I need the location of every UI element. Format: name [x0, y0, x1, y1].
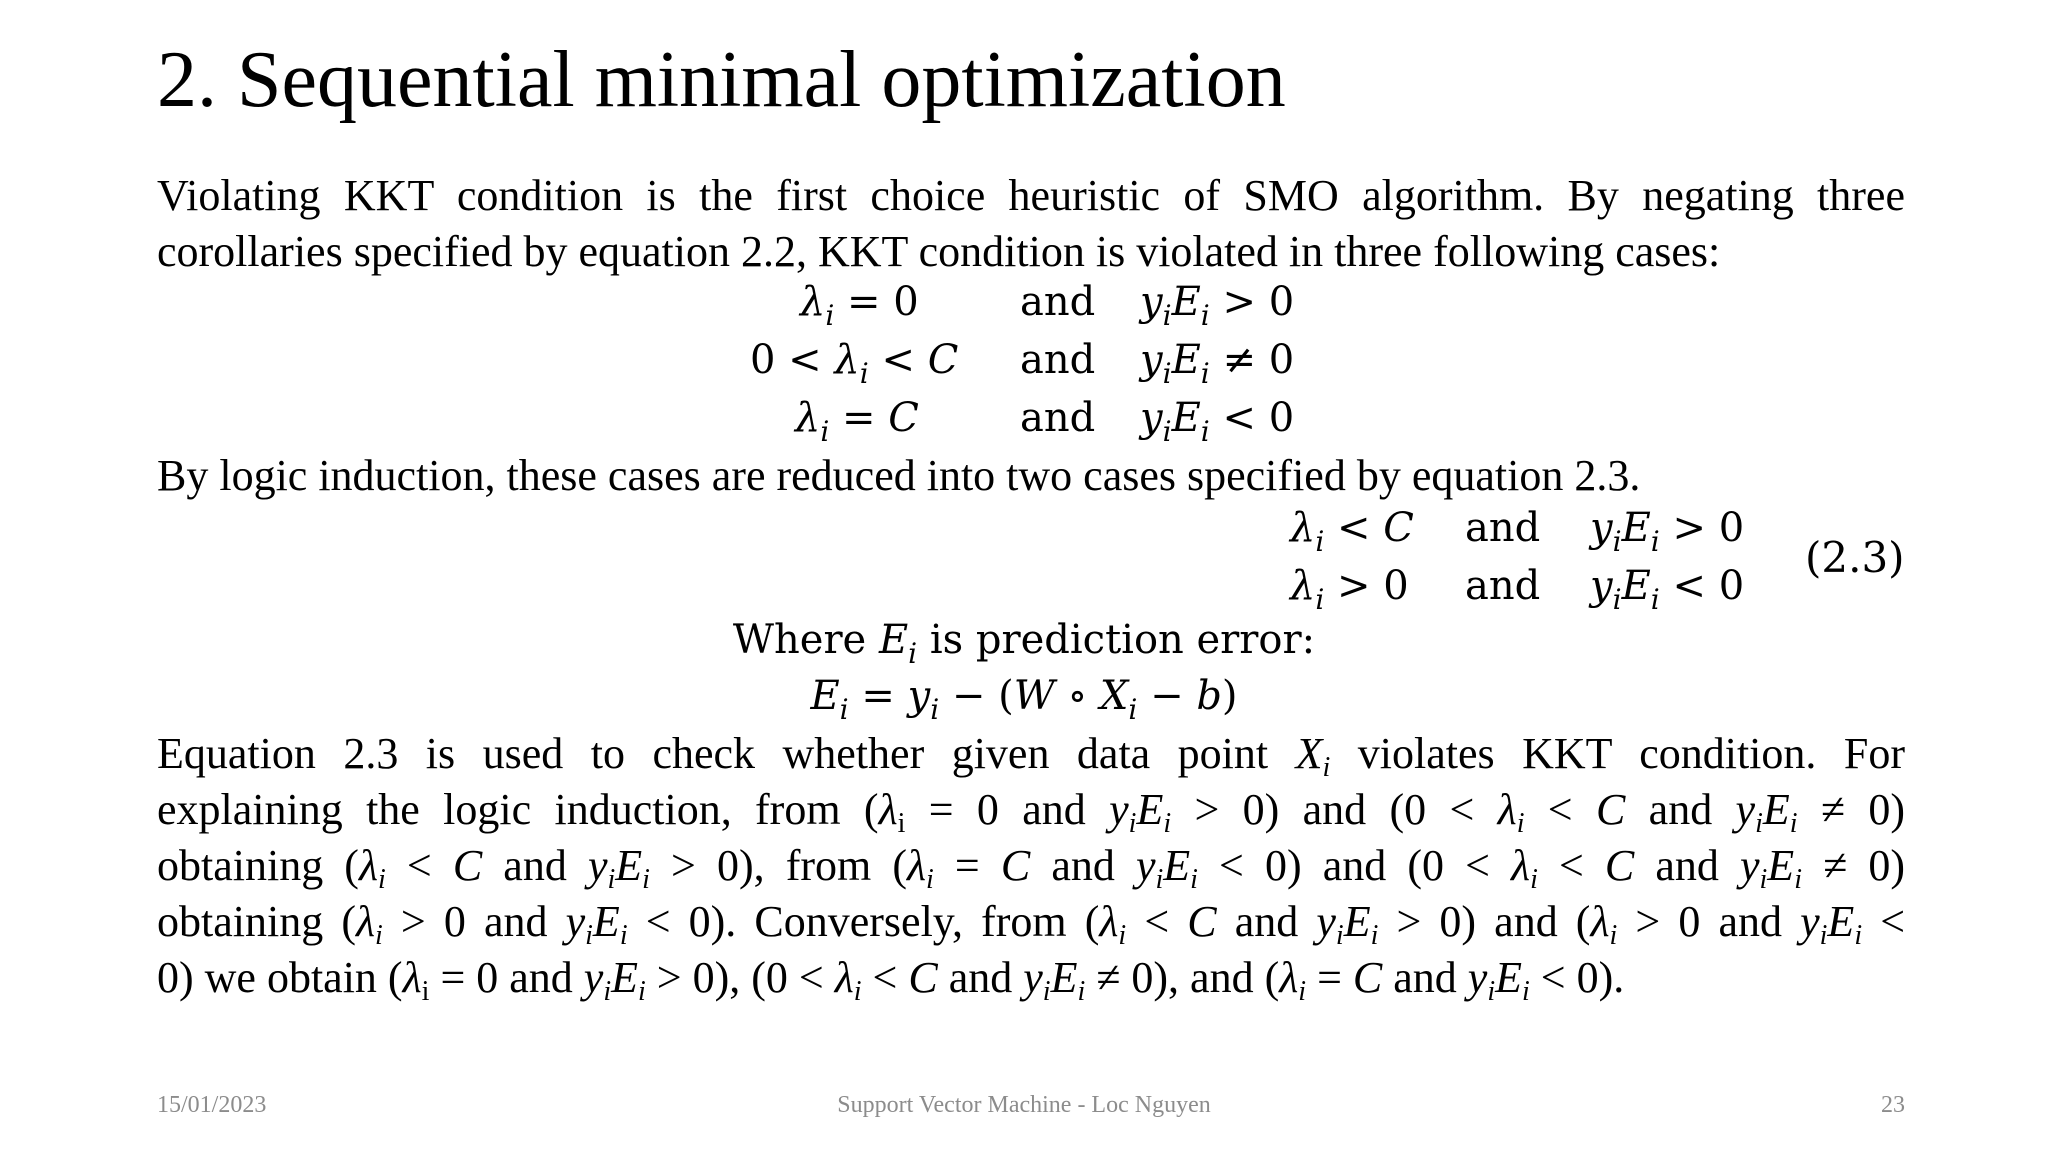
footer-date: 15/01/2023 — [157, 1092, 267, 1118]
where-prefix: Where — [732, 617, 867, 663]
paragraph-2: By logic induction, these cases are reduced into two cases specified by equation 2.3. — [157, 451, 1641, 500]
case-2-left: $0 < \lambda_i < C$ — [750, 337, 959, 390]
case-3-and: and — [1020, 395, 1096, 441]
equation-number: (2.3) — [1805, 533, 1905, 582]
case-1-right: $y_iE_i > 0$ — [1140, 279, 1295, 332]
paragraph-1-line-1: Violating KKT condition is the first choice heuristic of SMO algorithm. By negating three — [157, 171, 1905, 220]
reduced-case-1-left: $\lambda_i < C$ — [1290, 505, 1414, 558]
paragraph-3-line-5: 0) we obtain (λi = 0 and $y_iE_i > 0$), ($0 < \lambda_i < C$ and $y_iE_i \ne 0$), and ($\lambda_i = C$ and $y_iE_i < 0$). — [157, 953, 1625, 1007]
paragraph-3-line-3: obtaining ($\lambda_i < C$ and $y_iE_i > 0$), from ($\lambda_i = C$ and $y_iE_i < 0$) and ($0 < \lambda_i < C$ and $y_iE_i \ne 0$) — [157, 841, 1905, 895]
reduced-case-1-and: and — [1465, 505, 1541, 551]
reduced-case-2-and: and — [1465, 563, 1541, 609]
case-3-right: $y_iE_i < 0$ — [1140, 395, 1295, 448]
reduced-case-1-right: $y_iE_i > 0$ — [1590, 505, 1745, 558]
error-equation: $E_i = y_i - (W$ ∘ $X_i - b$) — [810, 673, 1238, 726]
reduced-case-2-right: $y_iE_i < 0$ — [1590, 563, 1745, 616]
paragraph-3-line-4: obtaining ($\lambda_i > 0$ and $y_iE_i < 0$). Conversely, from ($\lambda_i < C$ and $y_iE_i > 0$) and ($\lambda_i > 0$ and $y_iE_i$ < — [157, 897, 1906, 951]
footer-page-number: 23 — [1881, 1092, 1905, 1118]
case-1-and: and — [1020, 279, 1096, 325]
case-2-and: and — [1020, 337, 1096, 383]
case-1-left: $\lambda_i = 0$ — [800, 279, 919, 332]
reduced-case-2-left: $\lambda_i > 0$ — [1290, 563, 1409, 616]
footer-title: Support Vector Machine - Loc Nguyen — [837, 1092, 1211, 1118]
where-line: Where $E_i$ is prediction error: — [732, 617, 1316, 670]
case-3-left: $\lambda_i = C$ — [795, 395, 919, 448]
where-suffix: is prediction error: — [929, 617, 1316, 663]
paragraph-3-line-1: Equation 2.3 is used to check whether given data point $X_i$ violates KKT condition. For — [157, 729, 1905, 783]
paragraph-3-line-2: explaining the logic induction, from (λi = 0 and $y_iE_i > 0$) and ($0 < \lambda_i < C$ and $y_iE_i \ne 0$) — [157, 785, 1906, 839]
paragraph-1-line-2: corollaries specified by equation 2.2, KKT condition is violated in three following cases: — [157, 227, 1721, 276]
case-2-right: $y_iE_i \ne 0$ — [1140, 337, 1295, 390]
slide-title: 2. Sequential minimal optimization — [157, 36, 1286, 124]
